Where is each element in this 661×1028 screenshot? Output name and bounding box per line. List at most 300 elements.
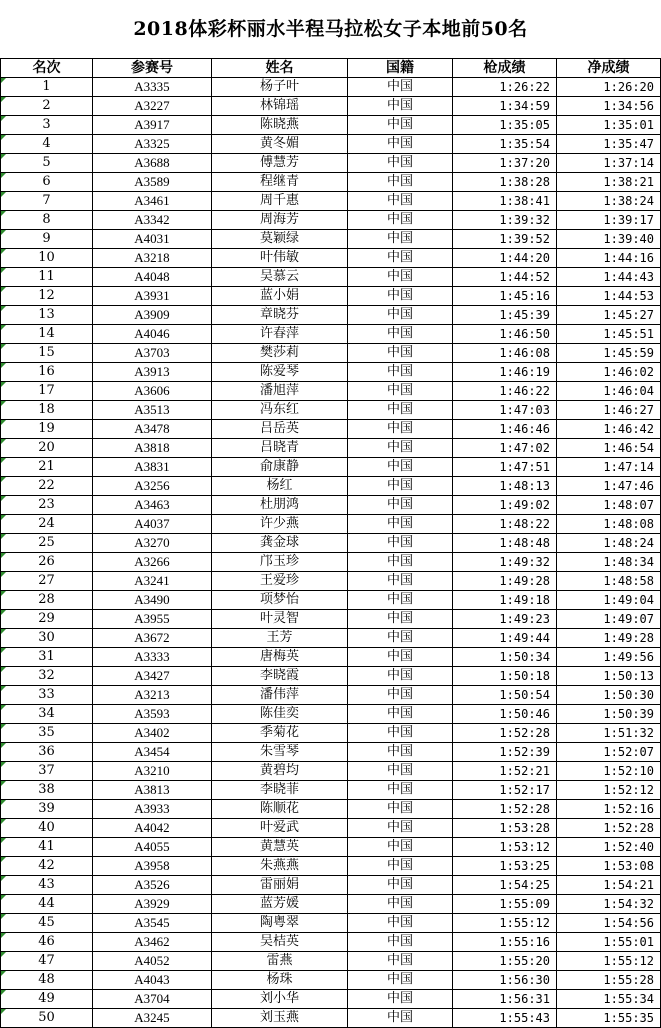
nationality-cell: 中国 [348, 952, 453, 971]
table-row [1, 553, 661, 572]
nationality-cell: 中国 [348, 268, 453, 287]
rank-cell: 21 [1, 458, 93, 477]
table-row [1, 914, 661, 933]
net-time-cell: 1:34:56 [557, 97, 661, 116]
column-header-net-time: 净成绩 [557, 59, 661, 78]
bib-cell: A4046 [93, 325, 212, 344]
nationality-cell: 中国 [348, 458, 453, 477]
gun-time-cell: 1:53:12 [453, 838, 557, 857]
name-cell: 项梦怡 [212, 591, 348, 610]
gun-time-cell: 1:46:50 [453, 325, 557, 344]
table-row [1, 154, 661, 173]
nationality-cell: 中国 [348, 724, 453, 743]
gun-time-cell: 1:46:19 [453, 363, 557, 382]
nationality-cell: 中国 [348, 610, 453, 629]
name-cell: 黄冬媚 [212, 135, 348, 154]
nationality-cell: 中国 [348, 116, 453, 135]
gun-time-cell: 1:46:46 [453, 420, 557, 439]
table-row [1, 610, 661, 629]
gun-time-cell: 1:52:28 [453, 724, 557, 743]
table-row [1, 230, 661, 249]
bib-cell: A3606 [93, 382, 212, 401]
rank-cell: 2 [1, 97, 93, 116]
gun-time-cell: 1:55:09 [453, 895, 557, 914]
net-time-cell: 1:44:43 [557, 268, 661, 287]
table-row [1, 268, 661, 287]
gun-time-cell: 1:56:30 [453, 971, 557, 990]
name-cell: 陈顺花 [212, 800, 348, 819]
gun-time-cell: 1:46:22 [453, 382, 557, 401]
rank-cell: 7 [1, 192, 93, 211]
table-row [1, 952, 661, 971]
table-row [1, 211, 661, 230]
net-time-cell: 1:49:04 [557, 591, 661, 610]
name-cell: 刘玉燕 [212, 1009, 348, 1028]
gun-time-cell: 1:35:54 [453, 135, 557, 154]
nationality-cell: 中国 [348, 135, 453, 154]
rank-cell: 23 [1, 496, 93, 515]
table-row [1, 420, 661, 439]
gun-time-cell: 1:47:03 [453, 401, 557, 420]
net-time-cell: 1:35:47 [557, 135, 661, 154]
nationality-cell: 中国 [348, 553, 453, 572]
gun-time-cell: 1:55:20 [453, 952, 557, 971]
name-cell: 周海芳 [212, 211, 348, 230]
name-cell: 傅慧芳 [212, 154, 348, 173]
gun-time-cell: 1:38:41 [453, 192, 557, 211]
name-cell: 杜朋鸿 [212, 496, 348, 515]
net-time-cell: 1:52:40 [557, 838, 661, 857]
table-row [1, 762, 661, 781]
bib-cell: A3402 [93, 724, 212, 743]
name-cell: 周千惠 [212, 192, 348, 211]
net-time-cell: 1:50:13 [557, 667, 661, 686]
table-row [1, 287, 661, 306]
gun-time-cell: 1:49:28 [453, 572, 557, 591]
bib-cell: A3958 [93, 857, 212, 876]
net-time-cell: 1:44:53 [557, 287, 661, 306]
rank-cell: 5 [1, 154, 93, 173]
bib-cell: A3813 [93, 781, 212, 800]
nationality-cell: 中国 [348, 971, 453, 990]
net-time-cell: 1:52:12 [557, 781, 661, 800]
bib-cell: A3933 [93, 800, 212, 819]
net-time-cell: 1:45:27 [557, 306, 661, 325]
name-cell: 程继青 [212, 173, 348, 192]
rank-cell: 47 [1, 952, 93, 971]
bib-cell: A3241 [93, 572, 212, 591]
rank-cell: 50 [1, 1009, 93, 1028]
gun-time-cell: 1:45:16 [453, 287, 557, 306]
net-time-cell: 1:38:21 [557, 173, 661, 192]
nationality-cell: 中国 [348, 895, 453, 914]
bib-cell: A3218 [93, 249, 212, 268]
nationality-cell: 中国 [348, 363, 453, 382]
bib-cell: A3917 [93, 116, 212, 135]
table-row [1, 990, 661, 1009]
net-time-cell: 1:39:17 [557, 211, 661, 230]
net-time-cell: 1:55:12 [557, 952, 661, 971]
table-row [1, 173, 661, 192]
gun-time-cell: 1:53:25 [453, 857, 557, 876]
table-row [1, 458, 661, 477]
rank-cell: 44 [1, 895, 93, 914]
gun-time-cell: 1:55:12 [453, 914, 557, 933]
rank-cell: 14 [1, 325, 93, 344]
name-cell: 邝玉珍 [212, 553, 348, 572]
name-cell: 李晓霞 [212, 667, 348, 686]
net-time-cell: 1:52:16 [557, 800, 661, 819]
rank-cell: 4 [1, 135, 93, 154]
gun-time-cell: 1:47:51 [453, 458, 557, 477]
bib-cell: A4037 [93, 515, 212, 534]
net-time-cell: 1:35:01 [557, 116, 661, 135]
table-row [1, 344, 661, 363]
gun-time-cell: 1:56:31 [453, 990, 557, 1009]
gun-time-cell: 1:52:39 [453, 743, 557, 762]
name-cell: 莫颖绿 [212, 230, 348, 249]
bib-cell: A4055 [93, 838, 212, 857]
bib-cell: A3245 [93, 1009, 212, 1028]
name-cell: 许春萍 [212, 325, 348, 344]
bib-cell: A3325 [93, 135, 212, 154]
nationality-cell: 中国 [348, 230, 453, 249]
net-time-cell: 1:54:56 [557, 914, 661, 933]
name-cell: 陈晓燕 [212, 116, 348, 135]
table-row [1, 496, 661, 515]
nationality-cell: 中国 [348, 990, 453, 1009]
name-cell: 叶灵智 [212, 610, 348, 629]
bib-cell: A3266 [93, 553, 212, 572]
net-time-cell: 1:46:04 [557, 382, 661, 401]
net-time-cell: 1:55:35 [557, 1009, 661, 1028]
table-row [1, 477, 661, 496]
table-row [1, 401, 661, 420]
net-time-cell: 1:48:08 [557, 515, 661, 534]
table-row [1, 306, 661, 325]
name-cell: 王芳 [212, 629, 348, 648]
rank-cell: 49 [1, 990, 93, 1009]
name-cell: 蓝芳媛 [212, 895, 348, 914]
net-time-cell: 1:46:02 [557, 363, 661, 382]
rank-cell: 26 [1, 553, 93, 572]
net-time-cell: 1:39:40 [557, 230, 661, 249]
gun-time-cell: 1:44:52 [453, 268, 557, 287]
rank-cell: 3 [1, 116, 93, 135]
rank-cell: 6 [1, 173, 93, 192]
bib-cell: A3427 [93, 667, 212, 686]
column-header-nationality: 国籍 [348, 59, 453, 78]
net-time-cell: 1:47:14 [557, 458, 661, 477]
net-time-cell: 1:47:46 [557, 477, 661, 496]
bib-cell: A4031 [93, 230, 212, 249]
gun-time-cell: 1:55:43 [453, 1009, 557, 1028]
nationality-cell: 中国 [348, 496, 453, 515]
gun-time-cell: 1:50:18 [453, 667, 557, 686]
bib-cell: A3589 [93, 173, 212, 192]
rank-cell: 30 [1, 629, 93, 648]
table-row [1, 838, 661, 857]
gun-time-cell: 1:47:02 [453, 439, 557, 458]
rank-cell: 16 [1, 363, 93, 382]
bib-cell: A4052 [93, 952, 212, 971]
gun-time-cell: 1:34:59 [453, 97, 557, 116]
nationality-cell: 中国 [348, 192, 453, 211]
name-cell: 龚金球 [212, 534, 348, 553]
nationality-cell: 中国 [348, 515, 453, 534]
rank-cell: 19 [1, 420, 93, 439]
nationality-cell: 中国 [348, 287, 453, 306]
rank-cell: 12 [1, 287, 93, 306]
name-cell: 李晓菲 [212, 781, 348, 800]
name-cell: 吕晓青 [212, 439, 348, 458]
table-row [1, 705, 661, 724]
nationality-cell: 中国 [348, 876, 453, 895]
nationality-cell: 中国 [348, 325, 453, 344]
results-table [0, 58, 661, 1028]
rank-cell: 28 [1, 591, 93, 610]
name-cell: 朱雪琴 [212, 743, 348, 762]
column-header-name: 姓名 [212, 59, 348, 78]
rank-cell: 10 [1, 249, 93, 268]
table-row [1, 971, 661, 990]
net-time-cell: 1:44:16 [557, 249, 661, 268]
nationality-cell: 中国 [348, 743, 453, 762]
gun-time-cell: 1:26:22 [453, 78, 557, 97]
name-cell: 杨红 [212, 477, 348, 496]
net-time-cell: 1:52:10 [557, 762, 661, 781]
gun-time-cell: 1:54:25 [453, 876, 557, 895]
rank-cell: 31 [1, 648, 93, 667]
table-row [1, 439, 661, 458]
bib-cell: A3461 [93, 192, 212, 211]
net-time-cell: 1:37:14 [557, 154, 661, 173]
gun-time-cell: 1:52:28 [453, 800, 557, 819]
rank-cell: 45 [1, 914, 93, 933]
column-header-bib: 参赛号 [93, 59, 212, 78]
table-row [1, 895, 661, 914]
net-time-cell: 1:54:21 [557, 876, 661, 895]
table-row [1, 249, 661, 268]
name-cell: 吴桔英 [212, 933, 348, 952]
bib-cell: A3545 [93, 914, 212, 933]
name-cell: 俞康静 [212, 458, 348, 477]
gun-time-cell: 1:44:20 [453, 249, 557, 268]
table-row [1, 819, 661, 838]
gun-time-cell: 1:39:52 [453, 230, 557, 249]
bib-cell: A3478 [93, 420, 212, 439]
table-row [1, 1009, 661, 1028]
table-row [1, 192, 661, 211]
gun-time-cell: 1:45:39 [453, 306, 557, 325]
bib-cell: A3526 [93, 876, 212, 895]
bib-cell: A3818 [93, 439, 212, 458]
header-row [1, 59, 661, 78]
bib-cell: A3462 [93, 933, 212, 952]
nationality-cell: 中国 [348, 534, 453, 553]
name-cell: 潘伟萍 [212, 686, 348, 705]
name-cell: 叶伟敏 [212, 249, 348, 268]
table-row [1, 78, 661, 97]
gun-time-cell: 1:39:32 [453, 211, 557, 230]
net-time-cell: 1:48:58 [557, 572, 661, 591]
bib-cell: A3929 [93, 895, 212, 914]
bib-cell: A3831 [93, 458, 212, 477]
bib-cell: A3703 [93, 344, 212, 363]
net-time-cell: 1:54:32 [557, 895, 661, 914]
rank-cell: 9 [1, 230, 93, 249]
bib-cell: A4048 [93, 268, 212, 287]
net-time-cell: 1:53:08 [557, 857, 661, 876]
bib-cell: A3213 [93, 686, 212, 705]
net-time-cell: 1:52:07 [557, 743, 661, 762]
name-cell: 刘小华 [212, 990, 348, 1009]
net-time-cell: 1:51:32 [557, 724, 661, 743]
net-time-cell: 1:55:01 [557, 933, 661, 952]
name-cell: 章晓芬 [212, 306, 348, 325]
bib-cell: A3688 [93, 154, 212, 173]
net-time-cell: 1:45:51 [557, 325, 661, 344]
bib-cell: A3913 [93, 363, 212, 382]
gun-time-cell: 1:55:16 [453, 933, 557, 952]
bib-cell: A3210 [93, 762, 212, 781]
net-time-cell: 1:52:28 [557, 819, 661, 838]
table-row [1, 325, 661, 344]
bib-cell: A3227 [93, 97, 212, 116]
nationality-cell: 中国 [348, 477, 453, 496]
name-cell: 陈爱琴 [212, 363, 348, 382]
rank-cell: 41 [1, 838, 93, 857]
rank-cell: 43 [1, 876, 93, 895]
rank-cell: 22 [1, 477, 93, 496]
name-cell: 朱燕燕 [212, 857, 348, 876]
rank-cell: 25 [1, 534, 93, 553]
net-time-cell: 1:55:34 [557, 990, 661, 1009]
bib-cell: A3513 [93, 401, 212, 420]
net-time-cell: 1:50:30 [557, 686, 661, 705]
nationality-cell: 中国 [348, 78, 453, 97]
table-row [1, 933, 661, 952]
rank-cell: 36 [1, 743, 93, 762]
gun-time-cell: 1:35:05 [453, 116, 557, 135]
table-row [1, 800, 661, 819]
bib-cell: A3333 [93, 648, 212, 667]
net-time-cell: 1:46:42 [557, 420, 661, 439]
name-cell: 雷丽娟 [212, 876, 348, 895]
table-row [1, 515, 661, 534]
table-row [1, 857, 661, 876]
nationality-cell: 中国 [348, 838, 453, 857]
bib-cell: A3490 [93, 591, 212, 610]
nationality-cell: 中国 [348, 1009, 453, 1028]
nationality-cell: 中国 [348, 667, 453, 686]
gun-time-cell: 1:52:17 [453, 781, 557, 800]
gun-time-cell: 1:49:02 [453, 496, 557, 515]
nationality-cell: 中国 [348, 933, 453, 952]
table-row [1, 629, 661, 648]
gun-time-cell: 1:52:21 [453, 762, 557, 781]
name-cell: 陈佳奕 [212, 705, 348, 724]
rank-cell: 20 [1, 439, 93, 458]
gun-time-cell: 1:38:28 [453, 173, 557, 192]
nationality-cell: 中国 [348, 857, 453, 876]
name-cell: 黄慧英 [212, 838, 348, 857]
gun-time-cell: 1:53:28 [453, 819, 557, 838]
bib-cell: A3335 [93, 78, 212, 97]
name-cell: 唐梅英 [212, 648, 348, 667]
net-time-cell: 1:49:28 [557, 629, 661, 648]
rank-cell: 13 [1, 306, 93, 325]
nationality-cell: 中国 [348, 686, 453, 705]
table-row [1, 135, 661, 154]
bib-cell: A3342 [93, 211, 212, 230]
bib-cell: A3931 [93, 287, 212, 306]
bib-cell: A4043 [93, 971, 212, 990]
name-cell: 吴慕云 [212, 268, 348, 287]
table-row [1, 382, 661, 401]
nationality-cell: 中国 [348, 173, 453, 192]
name-cell: 潘旭萍 [212, 382, 348, 401]
rank-cell: 39 [1, 800, 93, 819]
bib-cell: A4042 [93, 819, 212, 838]
rank-cell: 17 [1, 382, 93, 401]
table-row [1, 743, 661, 762]
net-time-cell: 1:45:59 [557, 344, 661, 363]
name-cell: 吕岳英 [212, 420, 348, 439]
name-cell: 杨珠 [212, 971, 348, 990]
name-cell: 黄碧均 [212, 762, 348, 781]
nationality-cell: 中国 [348, 401, 453, 420]
table-row [1, 724, 661, 743]
nationality-cell: 中国 [348, 154, 453, 173]
bib-cell: A3270 [93, 534, 212, 553]
gun-time-cell: 1:49:18 [453, 591, 557, 610]
rank-cell: 18 [1, 401, 93, 420]
name-cell: 许少燕 [212, 515, 348, 534]
nationality-cell: 中国 [348, 344, 453, 363]
nationality-cell: 中国 [348, 781, 453, 800]
bib-cell: A3454 [93, 743, 212, 762]
nationality-cell: 中国 [348, 800, 453, 819]
nationality-cell: 中国 [348, 97, 453, 116]
gun-time-cell: 1:49:44 [453, 629, 557, 648]
rank-cell: 42 [1, 857, 93, 876]
gun-time-cell: 1:49:32 [453, 553, 557, 572]
gun-time-cell: 1:50:54 [453, 686, 557, 705]
nationality-cell: 中国 [348, 648, 453, 667]
column-header-gun-time: 枪成绩 [453, 59, 557, 78]
net-time-cell: 1:48:24 [557, 534, 661, 553]
table-row [1, 572, 661, 591]
table-row [1, 116, 661, 135]
net-time-cell: 1:49:07 [557, 610, 661, 629]
net-time-cell: 1:50:39 [557, 705, 661, 724]
nationality-cell: 中国 [348, 762, 453, 781]
name-cell: 雷燕 [212, 952, 348, 971]
rank-cell: 1 [1, 78, 93, 97]
table-row [1, 534, 661, 553]
nationality-cell: 中国 [348, 306, 453, 325]
rank-cell: 38 [1, 781, 93, 800]
nationality-cell: 中国 [348, 382, 453, 401]
rank-cell: 29 [1, 610, 93, 629]
name-cell: 蓝小娟 [212, 287, 348, 306]
gun-time-cell: 1:48:13 [453, 477, 557, 496]
nationality-cell: 中国 [348, 572, 453, 591]
nationality-cell: 中国 [348, 439, 453, 458]
bib-cell: A3256 [93, 477, 212, 496]
bib-cell: A3593 [93, 705, 212, 724]
